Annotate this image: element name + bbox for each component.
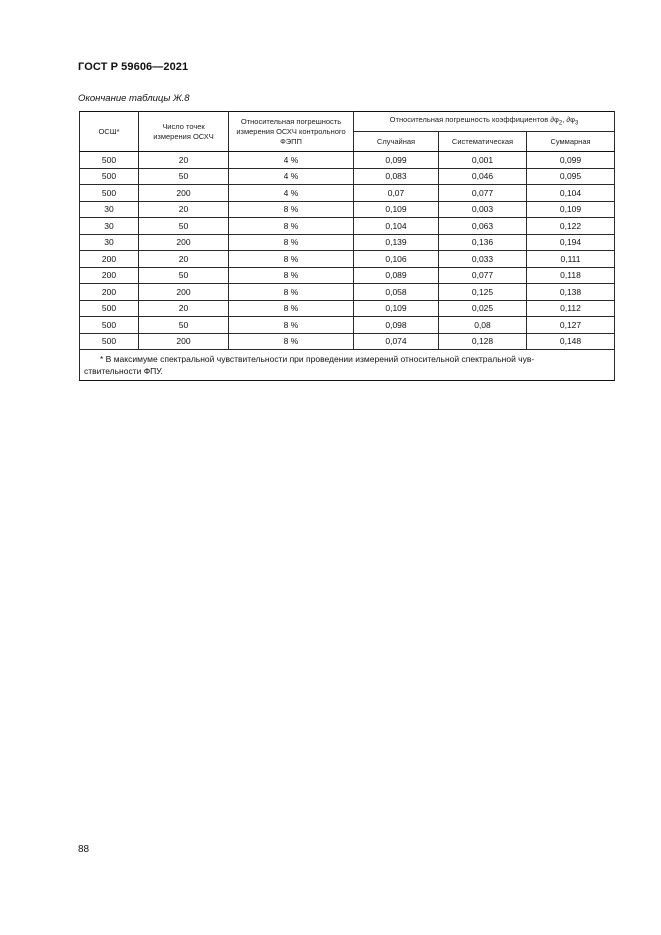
cell-relative-error: 4 %	[229, 152, 354, 169]
cell-snr: 30	[80, 201, 139, 218]
cell-random: 0,098	[354, 317, 439, 334]
cell-points: 20	[139, 201, 229, 218]
cell-points: 50	[139, 168, 229, 185]
cell-points: 20	[139, 251, 229, 268]
cell-snr: 30	[80, 234, 139, 251]
cell-total: 0,104	[527, 185, 615, 202]
col-header-total: Суммарная	[527, 132, 615, 152]
cell-snr: 500	[80, 300, 139, 317]
col-group-separator: , ∂φ	[562, 114, 575, 124]
table-row	[80, 152, 615, 169]
cell-points: 200	[139, 185, 229, 202]
cell-random: 0,106	[354, 251, 439, 268]
cell-relative-error: 8 %	[229, 300, 354, 317]
footnote-row	[80, 350, 615, 381]
cell-relative-error: 8 %	[229, 218, 354, 235]
phi2-subscript: 2	[558, 120, 563, 127]
cell-total: 0,112	[527, 300, 615, 317]
cell-total: 0,118	[527, 267, 615, 284]
col-header-points-label: Число точек измерения ОСХЧ	[153, 121, 214, 141]
cell-random: 0,099	[354, 152, 439, 169]
cell-random: 0,139	[354, 234, 439, 251]
cell-points: 50	[139, 267, 229, 284]
cell-snr: 200	[80, 267, 139, 284]
cell-systematic: 0,046	[439, 168, 527, 185]
cell-snr: 500	[80, 185, 139, 202]
cell-total: 0,095	[527, 168, 615, 185]
cell-snr: 200	[80, 284, 139, 301]
table-caption: Окончание таблицы Ж.8	[78, 93, 190, 104]
cell-relative-error: 4 %	[229, 168, 354, 185]
table-row	[80, 300, 615, 317]
col-header-relative-error-label: Относительная погрешность измерения ОСХЧ контрольного ФЭПП	[236, 116, 346, 146]
cell-relative-error: 8 %	[229, 333, 354, 350]
cell-relative-error: 8 %	[229, 234, 354, 251]
cell-points: 200	[139, 234, 229, 251]
col-header-points	[139, 112, 229, 152]
table-row	[80, 284, 615, 301]
cell-systematic: 0,063	[439, 218, 527, 235]
cell-snr: 500	[80, 168, 139, 185]
cell-systematic: 0,001	[439, 152, 527, 169]
footnote-line-2: ствительности ФПУ.	[84, 366, 163, 376]
cell-snr: 200	[80, 251, 139, 268]
col-header-snr: ОСШ*	[80, 112, 139, 152]
cell-random: 0,089	[354, 267, 439, 284]
cell-random: 0,058	[354, 284, 439, 301]
cell-points: 50	[139, 218, 229, 235]
cell-snr: 30	[80, 218, 139, 235]
cell-points: 20	[139, 152, 229, 169]
cell-random: 0,074	[354, 333, 439, 350]
cell-relative-error: 8 %	[229, 267, 354, 284]
cell-systematic: 0,077	[439, 267, 527, 284]
measurement-error-table	[79, 111, 615, 381]
table-row	[80, 333, 615, 350]
cell-relative-error: 8 %	[229, 317, 354, 334]
cell-relative-error: 8 %	[229, 201, 354, 218]
cell-systematic: 0,136	[439, 234, 527, 251]
table-row	[80, 251, 615, 268]
page-number: 88	[78, 844, 90, 855]
cell-points: 20	[139, 300, 229, 317]
table-row	[80, 317, 615, 334]
cell-random: 0,083	[354, 168, 439, 185]
cell-snr: 500	[80, 152, 139, 169]
cell-total: 0,194	[527, 234, 615, 251]
cell-total: 0,138	[527, 284, 615, 301]
cell-total: 0,148	[527, 333, 615, 350]
table-row	[80, 267, 615, 284]
cell-points: 50	[139, 317, 229, 334]
cell-systematic: 0,125	[439, 284, 527, 301]
cell-relative-error: 8 %	[229, 284, 354, 301]
col-group-coefficient-error	[354, 112, 615, 132]
table-row	[80, 234, 615, 251]
table-footnote	[80, 350, 615, 381]
table-row	[80, 185, 615, 202]
cell-relative-error: 8 %	[229, 251, 354, 268]
cell-points: 200	[139, 333, 229, 350]
document-header: ГОСТ Р 59606—2021	[78, 61, 189, 73]
col-header-relative-error	[229, 112, 354, 152]
cell-systematic: 0,025	[439, 300, 527, 317]
cell-relative-error: 4 %	[229, 185, 354, 202]
cell-total: 0,127	[527, 317, 615, 334]
cell-systematic: 0,128	[439, 333, 527, 350]
table-row	[80, 201, 615, 218]
cell-total: 0,122	[527, 218, 615, 235]
cell-systematic: 0,08	[439, 317, 527, 334]
phi3-subscript: 3	[574, 120, 579, 127]
cell-random: 0,104	[354, 218, 439, 235]
table-body	[80, 152, 615, 350]
cell-random: 0,109	[354, 201, 439, 218]
cell-total: 0,109	[527, 201, 615, 218]
cell-snr: 500	[80, 317, 139, 334]
cell-random: 0,109	[354, 300, 439, 317]
cell-points: 200	[139, 284, 229, 301]
cell-random: 0,07	[354, 185, 439, 202]
table-row	[80, 168, 615, 185]
cell-total: 0,111	[527, 251, 615, 268]
cell-systematic: 0,003	[439, 201, 527, 218]
col-header-systematic: Систематическая	[439, 132, 527, 152]
table-row	[80, 218, 615, 235]
cell-systematic: 0,077	[439, 185, 527, 202]
table-header-row	[80, 112, 615, 132]
cell-snr: 500	[80, 333, 139, 350]
cell-systematic: 0,033	[439, 251, 527, 268]
col-group-label: Относительная погрешность коэффициентов ∂φ	[389, 114, 559, 124]
col-header-random: Случайная	[354, 132, 439, 152]
footnote-line-1: * В максимуме спектральной чувствительности при проведении измерений относительной спектральной чув-	[100, 354, 535, 364]
cell-total: 0,099	[527, 152, 615, 169]
